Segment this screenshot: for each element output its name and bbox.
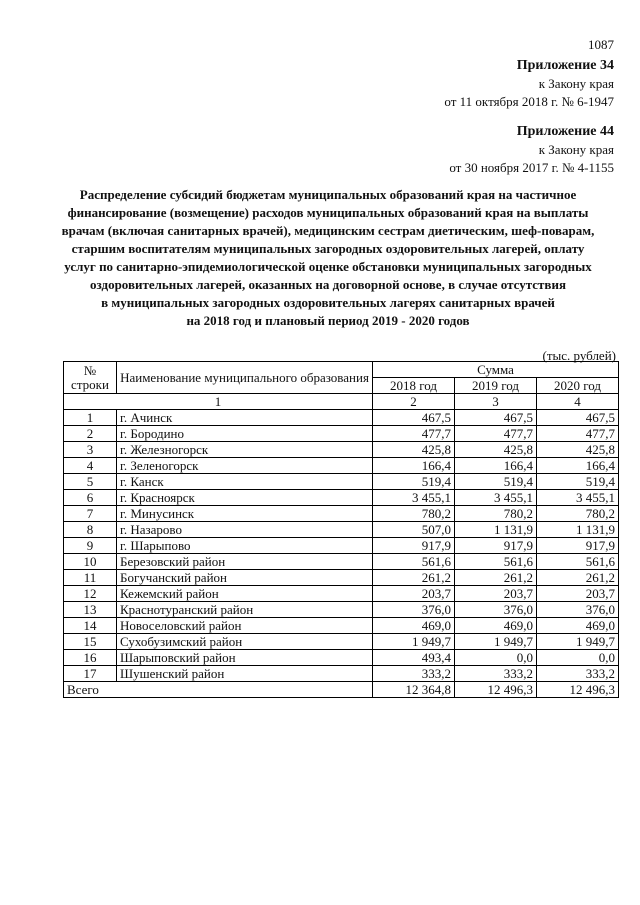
value-2019: 261,2 (455, 570, 537, 586)
municipality-name: г. Минусинск (117, 506, 373, 522)
header-row-number: № строки (64, 362, 117, 394)
municipality-name: г. Ачинск (117, 410, 373, 426)
row-number: 6 (64, 490, 117, 506)
table-row (64, 490, 619, 506)
appendix-44-line2: от 30 ноября 2017 г. № 4-1155 (449, 160, 614, 175)
table-row (64, 554, 619, 570)
municipality-name: Шушенский район (117, 666, 373, 682)
row-number: 8 (64, 522, 117, 538)
header-col-number-2: 2 (373, 394, 455, 410)
value-2020: 917,9 (537, 538, 619, 554)
value-2020: 1 949,7 (537, 634, 619, 650)
header-year-2019: 2019 год (455, 378, 537, 394)
total-row (64, 682, 619, 698)
row-number: 5 (64, 474, 117, 490)
table-row (64, 522, 619, 538)
value-2018: 519,4 (373, 474, 455, 490)
municipality-name: г. Назарово (117, 522, 373, 538)
value-2020: 333,2 (537, 666, 619, 682)
value-2019: 0,0 (455, 650, 537, 666)
row-number: 11 (64, 570, 117, 586)
value-2019: 3 455,1 (455, 490, 537, 506)
value-2020: 467,5 (537, 410, 619, 426)
municipality-name: Березовский район (117, 554, 373, 570)
page-number: 1087 (588, 37, 614, 52)
value-2018: 3 455,1 (373, 490, 455, 506)
value-2019: 780,2 (455, 506, 537, 522)
total-label: Всего (64, 682, 373, 698)
value-2019: 166,4 (455, 458, 537, 474)
value-2018: 917,9 (373, 538, 455, 554)
row-number: 17 (64, 666, 117, 682)
table-row (64, 458, 619, 474)
value-2018: 376,0 (373, 602, 455, 618)
value-2019: 467,5 (455, 410, 537, 426)
table-row (64, 618, 619, 634)
value-2019: 469,0 (455, 618, 537, 634)
title-line: в муниципальных загородных оздоровительных лагерях санитарных врачей (101, 295, 555, 310)
value-2020: 203,7 (537, 586, 619, 602)
value-2020: 425,8 (537, 442, 619, 458)
row-number: 14 (64, 618, 117, 634)
value-2018: 561,6 (373, 554, 455, 570)
table-row (64, 650, 619, 666)
value-2018: 493,4 (373, 650, 455, 666)
municipality-name: Сухобузимский район (117, 634, 373, 650)
header-col-number-4: 4 (537, 394, 619, 410)
value-2020: 469,0 (537, 618, 619, 634)
table-row (64, 634, 619, 650)
table-row (64, 586, 619, 602)
document-title (48, 186, 608, 330)
row-number: 7 (64, 506, 117, 522)
table-row (64, 602, 619, 618)
value-2018: 166,4 (373, 458, 455, 474)
value-2020: 477,7 (537, 426, 619, 442)
municipality-name: г. Канск (117, 474, 373, 490)
row-number: 1 (64, 410, 117, 426)
value-2018: 469,0 (373, 618, 455, 634)
value-2019: 1 949,7 (455, 634, 537, 650)
title-line: старшим воспитателям муниципальных загородных оздоровительных лагерей, оплату (71, 241, 585, 256)
appendix-44-title: Приложение 44 (516, 124, 614, 139)
value-2018: 425,8 (373, 442, 455, 458)
municipality-name: Новоселовский район (117, 618, 373, 634)
appendix-44-line1: к Закону края (538, 142, 614, 157)
title-line: Распределение субсидий бюджетам муниципальных образований края на частичное (79, 187, 577, 202)
header-name: Наименование муниципального образования (117, 362, 373, 394)
value-2020: 519,4 (537, 474, 619, 490)
value-2019: 333,2 (455, 666, 537, 682)
value-2020: 561,6 (537, 554, 619, 570)
municipality-name: Шарыповский район (117, 650, 373, 666)
row-number: 3 (64, 442, 117, 458)
table-row (64, 538, 619, 554)
title-line: услуг по санитарно-эпидемиологической оценке обстановки муниципальных загородных (64, 259, 592, 274)
appendix-44-block (449, 123, 614, 177)
municipality-name: г. Красноярск (117, 490, 373, 506)
municipality-name: Краснотуранский район (117, 602, 373, 618)
row-number: 12 (64, 586, 117, 602)
municipality-name: г. Железногорск (117, 442, 373, 458)
value-2018: 203,7 (373, 586, 455, 602)
value-2018: 1 949,7 (373, 634, 455, 650)
appendix-34-block (444, 57, 614, 111)
value-2018: 507,0 (373, 522, 455, 538)
row-number: 16 (64, 650, 117, 666)
subsidy-table (63, 361, 619, 698)
total-2020: 12 496,3 (537, 682, 619, 698)
header-year-2020: 2020 год (537, 378, 619, 394)
total-2018: 12 364,8 (373, 682, 455, 698)
value-2018: 477,7 (373, 426, 455, 442)
row-number: 2 (64, 426, 117, 442)
appendix-34-line2: от 11 октября 2018 г. № 6-1947 (444, 94, 614, 109)
value-2019: 477,7 (455, 426, 537, 442)
title-line: финансирование (возмещение) расходов муниципальных образований края на выплаты (67, 205, 589, 220)
value-2020: 1 131,9 (537, 522, 619, 538)
value-2018: 780,2 (373, 506, 455, 522)
value-2019: 519,4 (455, 474, 537, 490)
value-2019: 917,9 (455, 538, 537, 554)
table-row (64, 474, 619, 490)
value-2019: 376,0 (455, 602, 537, 618)
value-2018: 333,2 (373, 666, 455, 682)
municipality-name: Кежемский район (117, 586, 373, 602)
units-label: (тыс. рублей) (542, 348, 616, 363)
value-2020: 261,2 (537, 570, 619, 586)
value-2020: 0,0 (537, 650, 619, 666)
title-line: врачам (включая санитарных врачей), медицинским сестрам диетическим, шеф-поварам, (61, 223, 595, 238)
value-2020: 166,4 (537, 458, 619, 474)
header-col-number-3: 3 (455, 394, 537, 410)
header-col-number-1: 1 (64, 394, 373, 410)
total-2019: 12 496,3 (455, 682, 537, 698)
row-number: 4 (64, 458, 117, 474)
municipality-name: г. Зеленогорск (117, 458, 373, 474)
title-line: на 2018 год и плановый период 2019 - 2020 годов (186, 313, 470, 328)
value-2018: 261,2 (373, 570, 455, 586)
appendix-34-line1: к Закону края (538, 76, 614, 91)
municipality-name: Богучанский район (117, 570, 373, 586)
table-row (64, 442, 619, 458)
table-row (64, 410, 619, 426)
header-year-2018: 2018 год (373, 378, 455, 394)
appendix-34-title: Приложение 34 (516, 58, 614, 73)
value-2019: 1 131,9 (455, 522, 537, 538)
table-row (64, 506, 619, 522)
row-number: 9 (64, 538, 117, 554)
row-number: 15 (64, 634, 117, 650)
value-2019: 561,6 (455, 554, 537, 570)
table-row (64, 426, 619, 442)
municipality-name: г. Шарыпово (117, 538, 373, 554)
row-number: 13 (64, 602, 117, 618)
value-2020: 780,2 (537, 506, 619, 522)
municipality-name: г. Бородино (117, 426, 373, 442)
value-2018: 467,5 (373, 410, 455, 426)
value-2019: 425,8 (455, 442, 537, 458)
value-2020: 3 455,1 (537, 490, 619, 506)
row-number: 10 (64, 554, 117, 570)
title-line: оздоровительных лагерей, оказанных на договорной основе, в случае отсутствия (90, 277, 566, 292)
table-row (64, 570, 619, 586)
value-2020: 376,0 (537, 602, 619, 618)
value-2019: 203,7 (455, 586, 537, 602)
header-sum: Сумма (373, 362, 619, 378)
table-row (64, 666, 619, 682)
